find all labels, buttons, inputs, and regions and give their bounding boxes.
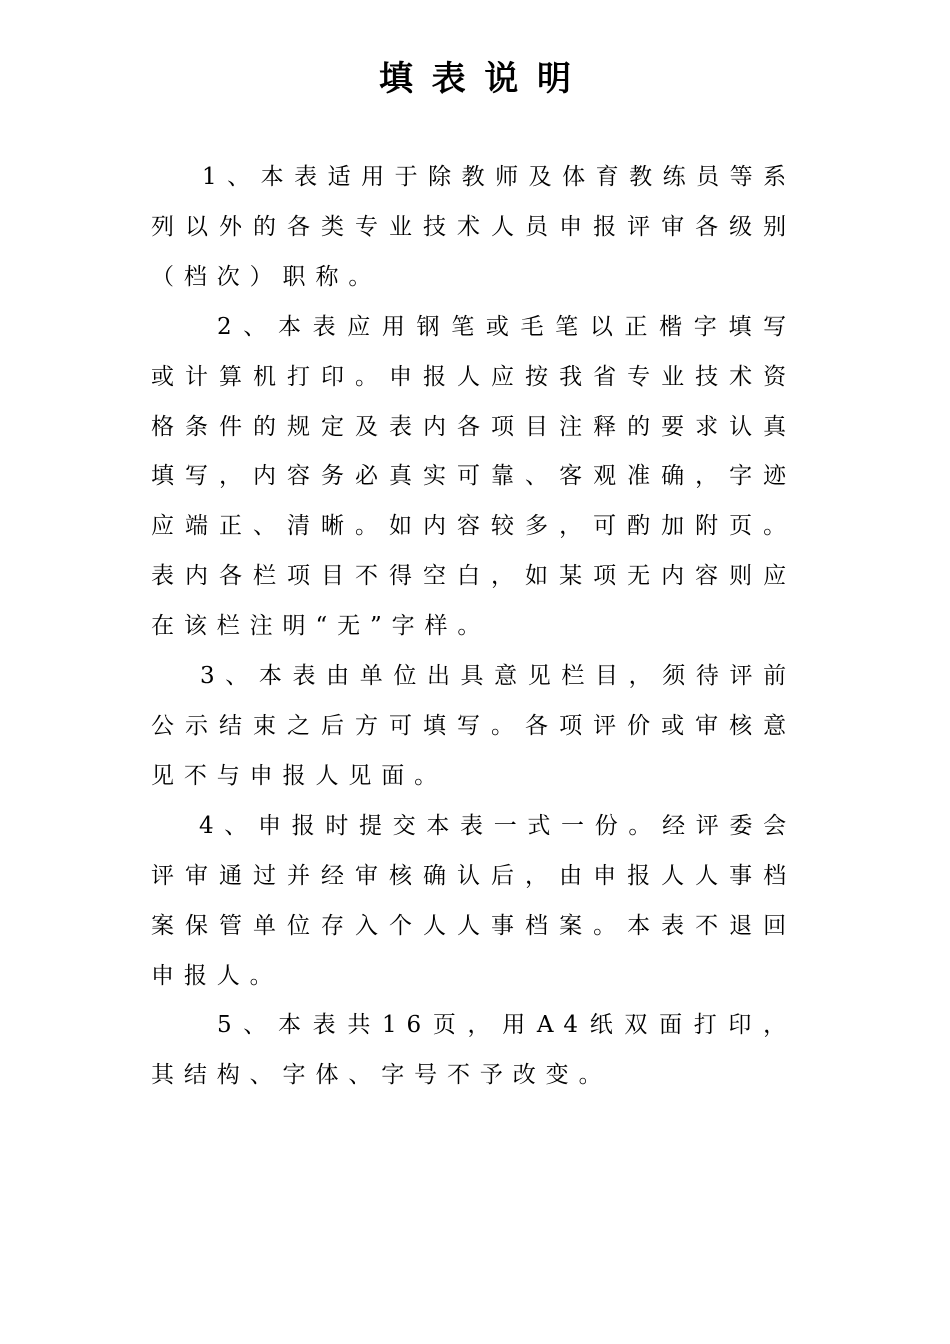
instruction-paragraph-3: 3、本表由单位出具意见栏目，须待评前公示结束之后方可填写。各项评价或审核意见不与申报人见面。 — [151, 663, 796, 789]
page-title: 填表说明 — [378, 59, 590, 99]
instruction-paragraph-4: 4、申报时提交本表一式一份。经评委会评审通过并经审核确认后，由申报人人事档案保管单位存入个人人事档案。本表不退回申报人。 — [151, 812, 796, 989]
instruction-paragraph-2: 2、本表应用钢笔或毛笔以正楷字填写或计算机打印。申报人应按我省专业技术资格条件的规定及表内各项目注释的要求认真填写，内容务必真实可靠、客观准确，字迹应端正、清晰。如内容较多，可酌加附页。表内各栏项目不得空白，如某项无内容则应在该栏注明“无”字样。 — [151, 313, 796, 640]
instruction-paragraph-1: 1、本表适用于除教师及体育教练员等系列以外的各类专业技术人员申报评审各级别（档次）职称。 — [151, 164, 796, 290]
instruction-paragraph-5: 5、本表共16页，用A4纸双面打印，其结构、字体、字号不予改变。 — [151, 1012, 796, 1089]
instructions-body — [151, 153, 796, 1101]
